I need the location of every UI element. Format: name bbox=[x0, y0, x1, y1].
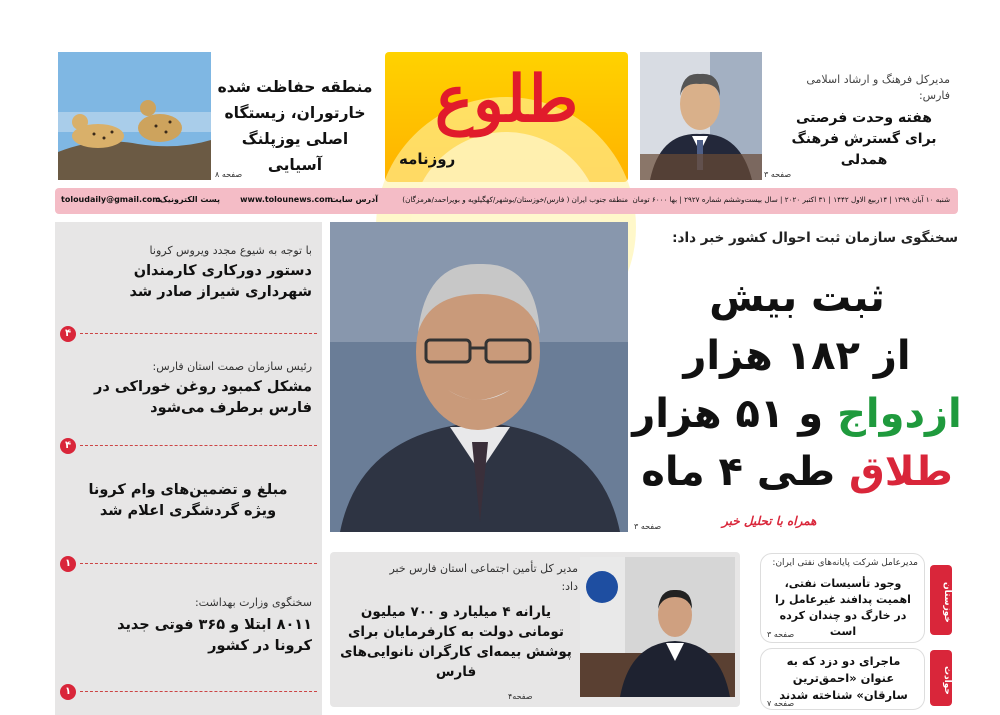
sidebar-story-4[interactable] bbox=[65, 596, 312, 657]
email-label: پست الکترونیک: bbox=[156, 195, 220, 204]
region-tagline: منطقه جنوب ایران ( فارس/خوزستان/بوشهر/کهگیلویه و بویراحمد/هرمزگان) bbox=[402, 195, 628, 204]
page-ref-4: ۱ bbox=[60, 684, 317, 700]
story-headline: ۸۰۱۱ ابتلا و ۳۶۵ فوتی جدید کرونا در کشور bbox=[117, 617, 312, 654]
page-ref-1: ۴ bbox=[60, 326, 317, 342]
story-kicker: رئیس سازمان صمت استان فارس: bbox=[152, 360, 312, 373]
header-right-headline: هفته وحدت فرصتی برای گسترش فرهنگ همدلی bbox=[791, 110, 937, 168]
main-story-kicker: سخنگوی سازمان ثبت احوال کشور خبر داد: bbox=[672, 230, 958, 246]
masthead-subtitle: روزنامه bbox=[399, 150, 456, 168]
header-right-kicker: مدیرکل فرهنگ و ارشاد اسلامی فارس: bbox=[806, 73, 950, 102]
divorce-word: طلاق bbox=[848, 449, 953, 495]
edition-date: شنبه ۱۰ آبان ۱۳۹۹ | ۱۴ربیع الاول ۱۴۴۲ | ۳۱ اکتبر ۲۰۲۰ | سال بیست‌وششم شماره ۲۹۲۷ | بها ۶۰۰۰ تومان bbox=[632, 195, 950, 204]
header-left-headline: منطقه حفاظت شده خارتوران، زیستگاه اصلی یوزپلنگ آسیایی bbox=[217, 78, 373, 174]
header-right-photo bbox=[640, 52, 762, 180]
story-headline: مبلغ و تضمین‌های وام کرونا ویژه گردشگری اعلام شد bbox=[88, 482, 288, 519]
sidebar-story-3[interactable] bbox=[65, 480, 312, 522]
br1-kicker: مدیرعامل شرکت پایانه‌های نفتی ایران: bbox=[772, 558, 918, 568]
analysis-note[interactable]: همراه با تحلیل خبر bbox=[722, 514, 817, 528]
main-headline-line-2: از ۱۸۲ هزار bbox=[683, 333, 911, 379]
story-headline: مشکل کمبود روغن خوراکی در فارس برطرف می‌شود bbox=[94, 379, 312, 416]
website-link[interactable]: www.tolounews.com bbox=[240, 195, 333, 204]
sidebar-story-1[interactable] bbox=[65, 244, 312, 303]
info-bar bbox=[55, 188, 958, 214]
main-headline-line-4 bbox=[632, 444, 962, 500]
story-headline: دستور دورکاری کارمندان شهرداری شیراز صادر شد bbox=[129, 263, 312, 300]
bottom-mid-kicker: مدیر کل تأمین اجتماعی استان فارس خبر داد: bbox=[389, 562, 578, 593]
bottom-mid-page: صفحه۴ bbox=[508, 692, 533, 701]
main-headline-line-1: ثبت بیش bbox=[709, 275, 885, 321]
main-story[interactable] bbox=[632, 222, 962, 532]
masthead-title: طلوع bbox=[434, 62, 579, 137]
main-headline-line-3 bbox=[632, 386, 962, 442]
line-4-rest: طی ۴ ماه bbox=[641, 449, 836, 495]
marriage-word: ازدواج bbox=[837, 391, 962, 437]
page-ref-2: ۴ bbox=[60, 438, 317, 454]
cheetah-photo bbox=[58, 52, 211, 180]
br1-headline: وجود تأسیسات نفتی، اهمیت پدافند غیرعامل را در خارگ دو چندان کرده است bbox=[775, 577, 911, 638]
newspaper-masthead[interactable] bbox=[385, 52, 628, 182]
br1-page: صفحه ۳ bbox=[767, 630, 795, 639]
website-label: آدرس سایت: bbox=[327, 195, 378, 204]
header-left-page: صفحه ۸ bbox=[215, 170, 243, 179]
section-tag-incidents: حوادث bbox=[930, 650, 952, 706]
main-story-photo bbox=[330, 222, 628, 532]
header-left-story[interactable] bbox=[55, 52, 380, 182]
bottom-right-story-2[interactable] bbox=[760, 648, 925, 710]
header-right-page: صفحه ۳ bbox=[764, 170, 792, 179]
section-tag-khuzestan: خوزستان bbox=[930, 565, 952, 635]
sidebar-story-2[interactable] bbox=[65, 360, 312, 419]
bottom-mid-headline: یارانه ۴ میلیارد و ۷۰۰ میلیون تومانی دولت به کارفرمایان برای پوشش بیمه‌ای کارگران نانوایی‌های فارس bbox=[340, 604, 572, 680]
email-link[interactable]: toloudaily@gmail.com bbox=[61, 195, 161, 204]
news-sidebar bbox=[55, 222, 322, 715]
main-story-page: صفحه ۳ bbox=[634, 522, 662, 531]
bottom-mid-photo bbox=[580, 557, 735, 697]
bottom-right-story-1[interactable] bbox=[760, 553, 925, 643]
br2-page: صفحه ۷ bbox=[767, 699, 795, 708]
header-right-story[interactable] bbox=[632, 52, 958, 182]
br2-headline: ماجرای دو دزد که به عنوان «احمق‌ترین سارقان» شناخته شدند bbox=[779, 654, 908, 702]
line-3-rest: و ۵۱ هزار bbox=[632, 391, 824, 437]
story-kicker: با توجه به شیوع مجدد ویروس کرونا bbox=[149, 244, 312, 257]
page-ref-3: ۱ bbox=[60, 556, 317, 572]
story-kicker: سخنگوی وزارت بهداشت: bbox=[194, 596, 312, 609]
